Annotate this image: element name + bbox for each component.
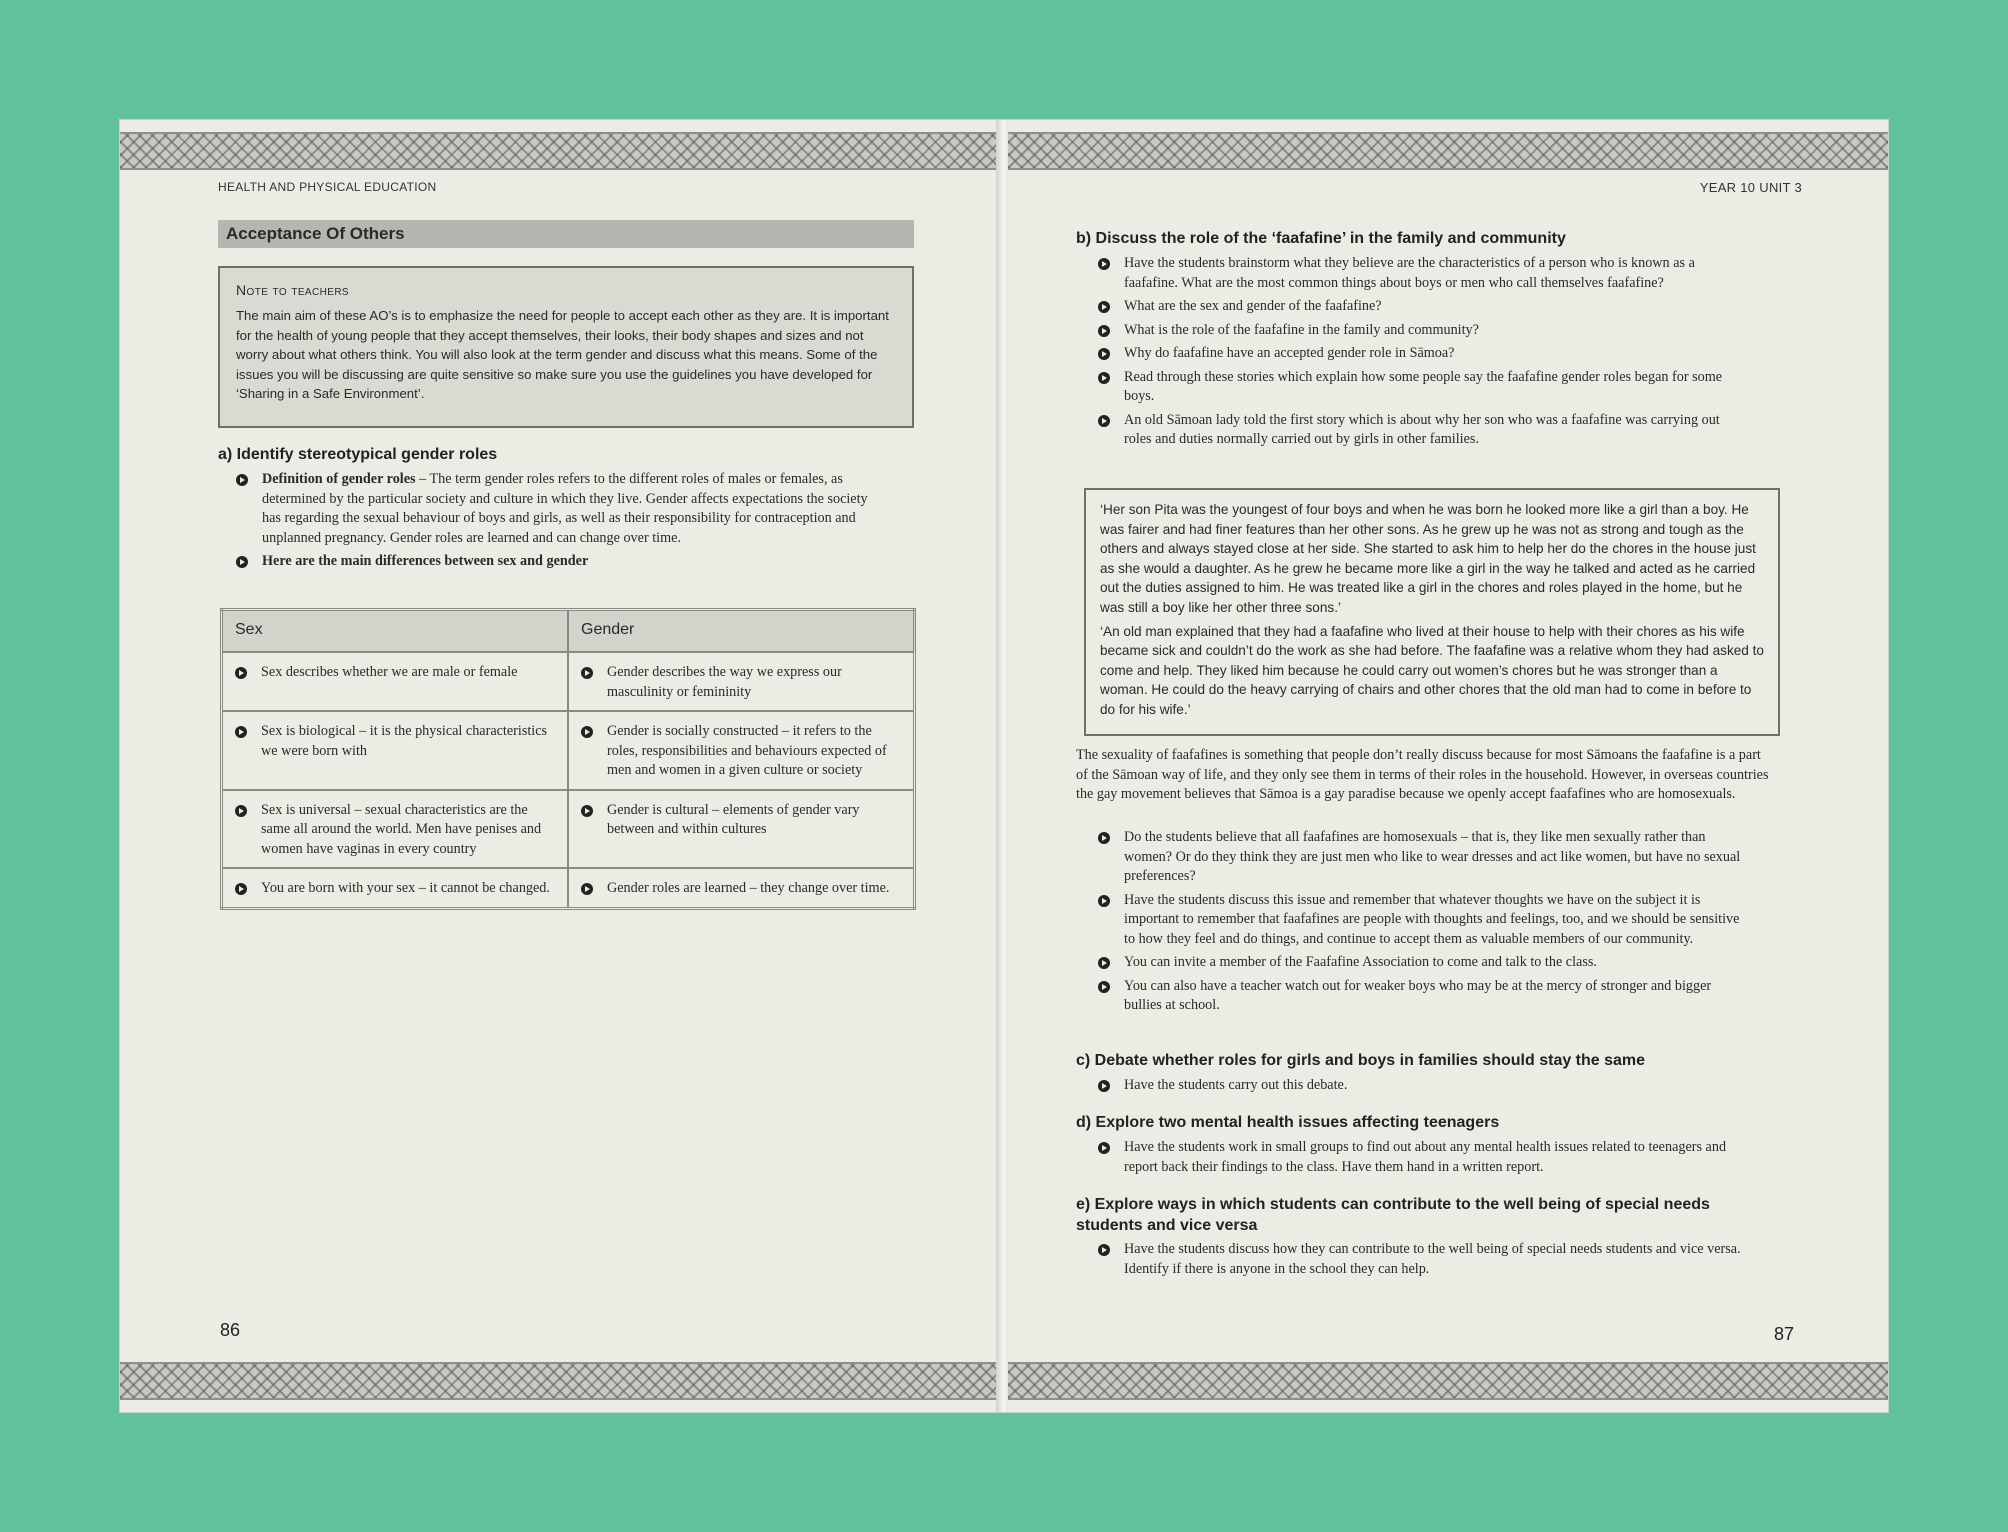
running-head-right: YEAR 10 UNIT 3 — [1699, 180, 1802, 195]
bullet-icon — [1098, 372, 1110, 384]
left-page — [120, 120, 1000, 1412]
note-to-teachers-box — [218, 266, 914, 428]
list-item: You can invite a member of the Faafafine Association to come and talk to the class. — [1098, 953, 1748, 973]
decorative-border-bottom — [1008, 1362, 1888, 1400]
table-cell: Gender is cultural – elements of gender vary between and within cultures — [568, 790, 915, 869]
list-item: You can also have a teacher watch out for weaker boys who may be at the mercy of stronger and bigger bullies at school. — [1098, 977, 1748, 1016]
list-item: What is the role of the faafafine in the family and community? — [1098, 321, 1748, 341]
bullet-icon — [1098, 957, 1110, 969]
section-d-list — [1098, 1138, 1748, 1181]
sexuality-list — [1098, 828, 1748, 1020]
list-item: An old Sāmoan lady told the first story which is about why her son who was a faafafine was carrying out roles and duties normally carried out by girls in other families. — [1098, 411, 1748, 450]
section-a-heading: a) Identify stereotypical gender roles — [218, 446, 498, 463]
section-b-list — [1098, 254, 1748, 454]
column-header-gender: Gender — [568, 610, 915, 653]
bullet-icon — [581, 667, 593, 679]
bullet-icon — [581, 726, 593, 738]
bullet-icon — [1098, 832, 1110, 844]
list-item: Have the students discuss how they can contribute to the well being of special needs students and vice versa. Identify if there is anyone in the school they can help. — [1098, 1240, 1748, 1279]
table-cell: Gender roles are learned – they change over time. — [568, 868, 915, 908]
section-title: Acceptance Of Others — [218, 220, 914, 248]
decorative-border-top — [120, 132, 1000, 170]
table-header-row — [222, 610, 915, 653]
bullet-icon — [236, 474, 248, 486]
column-header-sex: Sex — [222, 610, 569, 653]
decorative-border-bottom — [120, 1362, 1000, 1400]
bullet-icon — [581, 805, 593, 817]
decorative-border-top — [1008, 132, 1888, 170]
open-book — [120, 120, 1888, 1412]
table-cell: Sex is biological – it is the physical characteristics we were born with — [222, 711, 569, 790]
list-item: Read through these stories which explain how some people say the faafafine gender roles began for some boys. — [1098, 368, 1748, 407]
bullet-icon — [1098, 1142, 1110, 1154]
list-item: Have the students work in small groups to find out about any mental health issues related to teenagers and report back their findings to the class. Have them hand in a written report. — [1098, 1138, 1748, 1177]
stories-box — [1084, 488, 1780, 736]
table-cell: You are born with your sex – it cannot be changed. — [222, 868, 569, 908]
note-body: The main aim of these AO’s is to emphasize the need for people to accept each other as they are. It is important for the health of young people that they accept themselves, their looks, their body shapes and sizes and not worry about what others think. You will also look at the term gender and discuss what this means. Some of the issues you will be discussing are quite sensitive so make sure you use the guidelines you have developed for ‘Sharing in a Safe Environment’. — [236, 308, 889, 401]
section-e-heading: e) Explore ways in which students can contribute to the well being of special needs students and vice versa — [1076, 1196, 1710, 1234]
running-head-left: HEALTH AND PHYSICAL EDUCATION — [218, 180, 437, 194]
story-paragraph: ‘Her son Pita was the youngest of four boys and when he was born he looked more like a girl than a boy. He was fairer and had finer features than her other sons. As he grew up he was not as strong and tough as the others and always stayed close at her side. She started to ask him to help her do the chores in the house just as she would a daughter. As he grew he became more like a girl in the way he talked and acted as he carried out the duties assigned to him. He was treated like a girl in the chores and roles played in the home, but he was still a boy like her other three sons.’ — [1100, 502, 1756, 615]
bullet-icon — [1098, 301, 1110, 313]
list-item: Have the students discuss this issue and remember that whatever thoughts we have on the subject it is important to remember that faafafines are people with thoughts and feelings, too, and we should be sensitive to how they feel and do things, and continue to accept them as valuable members of our community. — [1098, 891, 1748, 950]
story-paragraph: ‘An old man explained that they had a faafafine who lived at their house to help with their chores as his wife became sick and couldn’t do the work as she had before. The faafafine was a relative whom they had asked to come and help. They liked him because he could carry out women’s chores but he was stronger than a woman. He could do the heavy carrying of chairs and other chores that the old man had to come in before to do for his wife.’ — [1100, 623, 1764, 717]
bullet-icon — [1098, 348, 1110, 360]
bullet-icon — [235, 726, 247, 738]
table-cell: Sex is universal – sexual characteristics are the same all around the world. Men have penises and women have vaginas in every country — [222, 790, 569, 869]
list-item: Have the students brainstorm what they believe are the characteristics of a person who is known as a faafafine. What are the most common things about boys or men who call themselves faafafine? — [1098, 254, 1748, 293]
bullet-icon — [235, 805, 247, 817]
bullet-icon — [235, 667, 247, 679]
list-item: Why do faafafine have an accepted gender role in Sāmoa? — [1098, 344, 1748, 364]
list-item: Definition of gender roles – The term gender roles refers to the different roles of males or females, as determined by the particular society and culture in which they live. Gender affects expectations the society has regarding the sexual behaviour of boys and girls, as well as their responsibility for contraception and unplanned pregnancy. Gender roles are learned and can change over time. — [236, 470, 886, 548]
list-item: What are the sex and gender of the faafafine? — [1098, 297, 1748, 317]
list-item: Have the students carry out this debate. — [1098, 1076, 1748, 1096]
table-row — [222, 711, 915, 790]
table-row — [222, 868, 915, 908]
bullet-icon — [1098, 258, 1110, 270]
page-number-left: 86 — [220, 1320, 241, 1340]
list-item: Here are the main differences between sex and gender — [236, 552, 886, 572]
bullet-icon — [1098, 1080, 1110, 1092]
table-row — [222, 790, 915, 869]
note-heading: Note to teachers — [236, 282, 350, 298]
sex-gender-table — [220, 608, 916, 910]
section-e-list — [1098, 1240, 1748, 1283]
section-c-list — [1098, 1076, 1748, 1100]
section-a-list — [236, 470, 886, 576]
bullet-icon — [1098, 895, 1110, 907]
section-d-heading: d) Explore two mental health issues affecting teenagers — [1076, 1114, 1500, 1131]
bullet-icon — [1098, 325, 1110, 337]
bullet-icon — [1098, 1244, 1110, 1256]
sexuality-paragraph: The sexuality of faafafines is something that people don’t really discuss because for most Sāmoans the faafafine is a part of the Sāmoan way of life, and they only see them in terms of their roles in the household. However, in overseas countries the gay movement believes that Sāmoa is a gay paradise because we openly accept faafafines who are homosexuals. — [1076, 747, 1769, 802]
right-page — [1008, 120, 1888, 1412]
bullet-icon — [581, 883, 593, 895]
page-number-right: 87 — [1773, 1324, 1794, 1344]
table-row — [222, 652, 915, 711]
bullet-icon — [1098, 415, 1110, 427]
table-cell: Sex describes whether we are male or female — [222, 652, 569, 711]
section-c-heading: c) Debate whether roles for girls and boys in families should stay the same — [1076, 1052, 1646, 1069]
bullet-icon — [236, 556, 248, 568]
table-cell: Gender is socially constructed – it refers to the roles, responsibilities and behaviours expected of men and women in a given culture or society — [568, 711, 915, 790]
list-item: Do the students believe that all faafafines are homosexuals – that is, they like men sexually rather than women? Or do they think they are just men who like to wear dresses and act like women, but have no sexual preferences? — [1098, 828, 1748, 887]
section-b-heading: b) Discuss the role of the ‘faafafine’ in the family and community — [1076, 230, 1566, 247]
bullet-icon — [1098, 981, 1110, 993]
bullet-icon — [235, 883, 247, 895]
table-cell: Gender describes the way we express our masculinity or femininity — [568, 652, 915, 711]
